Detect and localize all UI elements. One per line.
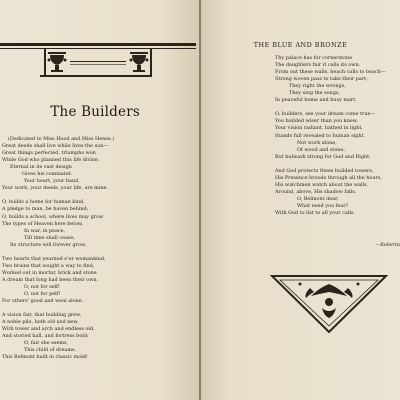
poem-line: Till time shall cease, xyxy=(24,234,75,241)
poem-line: O, builds a home for human kind, xyxy=(2,199,85,206)
poem-line: (Dedicated to Miss Hood and Miss Hense.) xyxy=(8,136,115,142)
author-signature: —Roberta xyxy=(375,242,400,248)
poem-line: Two hearts that yearned o'er womankind, xyxy=(2,255,106,262)
left-poem-text xyxy=(2,136,114,362)
poem-line: Great deeds shall live while lives the sun— xyxy=(2,143,109,150)
poem-line: And God protects these builded towers, xyxy=(275,167,374,174)
running-head: THE BLUE AND BRONZE xyxy=(253,41,348,49)
poem-line: Stands full revealed to human sight. xyxy=(275,132,366,139)
poem-line: A pledge to man, be haven behind; xyxy=(2,206,89,213)
poem-line: A noble pile, both old and new, xyxy=(2,319,79,326)
poem-line: Its structure will forever grow. xyxy=(10,241,87,248)
poem-line: They sing the songs, xyxy=(289,90,340,97)
poem-line xyxy=(2,305,114,312)
poem-line: With tower and arch and endless old, xyxy=(2,326,95,333)
poem-line: They right the wrongs, xyxy=(289,83,346,90)
poem-line: Your vision radiant, bathed in light, xyxy=(275,125,363,132)
poem-line xyxy=(2,249,114,256)
poem-line: Not work alone, xyxy=(297,139,337,146)
poem-line: O, not for self! xyxy=(24,283,60,290)
poem-line: Eternal in its vast design xyxy=(10,164,72,171)
poem-line: The daughters fair it calls its own. xyxy=(275,62,361,69)
poem-line xyxy=(275,161,386,168)
poem-line: O, not for pelf! xyxy=(24,291,61,298)
poem-line: With God to list to all your calls. xyxy=(275,210,355,217)
decorative-frieze-icon xyxy=(0,41,196,83)
poem-line: Thy palace has for cornerstone xyxy=(275,55,353,61)
poem-title: The Builders xyxy=(50,104,140,120)
poem-line xyxy=(2,192,114,199)
poem-line: From out these walls, beach calls to beach— xyxy=(275,69,386,76)
poem-line: This Belmont built in classic mold! xyxy=(2,354,88,361)
poem-line: You builded wiser than you knew. xyxy=(275,118,358,125)
poem-line: Around, above, His shadow falls. xyxy=(275,188,357,195)
poem-line: Gives his command: xyxy=(22,171,72,178)
poem-line: O, fair she seems, xyxy=(24,340,69,347)
poem-line: Your work, your deeds, your life, are mine. xyxy=(2,185,108,192)
poem-line: O, builders, see your dream come true— xyxy=(275,111,376,118)
poem-line: O, Belmont dear, xyxy=(297,195,339,202)
poem-line: Your heart, your hand, xyxy=(24,178,80,185)
poem-line: Of wood and stone, xyxy=(297,146,345,153)
poem-line: Great things perfected, triumphs won xyxy=(2,150,96,157)
poem-line: Strong woven pass to take their part; xyxy=(275,76,368,83)
poem-line: And storied hall, and fortress bold; xyxy=(2,333,89,340)
poem-line: O, builds a school, where lives may grow xyxy=(2,213,104,220)
right-poem-text xyxy=(275,55,386,217)
poem-line: In peaceful home and busy mart. xyxy=(275,97,357,104)
poem-line: Two brains that sought a way to find, xyxy=(2,262,95,269)
poem-line: What need you fear? xyxy=(297,202,349,209)
poem-line: A dream that long had been their own. xyxy=(2,276,99,283)
poem-line: A vision fair, that building grew, xyxy=(2,312,82,319)
poem-line: For others' good and weal alone. xyxy=(2,298,84,305)
inverted-triangle-ornament-icon xyxy=(270,272,388,334)
poem-line: His watchmen watch about the walls, xyxy=(275,181,369,188)
poem-line xyxy=(275,104,386,111)
poem-line: The types of Heaven here below, xyxy=(2,220,83,227)
poem-line: This child of dreams, xyxy=(24,347,77,354)
poem-line: But bulwark strong for God and Right. xyxy=(275,153,371,160)
poem-line: In war, in peace, xyxy=(24,227,66,234)
poem-line: Worked out in mortar, brick and stone xyxy=(2,269,97,276)
poem-line: His Presence broods through all the hours, xyxy=(275,174,382,181)
poem-line: While God who planned this life divine, xyxy=(2,157,100,164)
